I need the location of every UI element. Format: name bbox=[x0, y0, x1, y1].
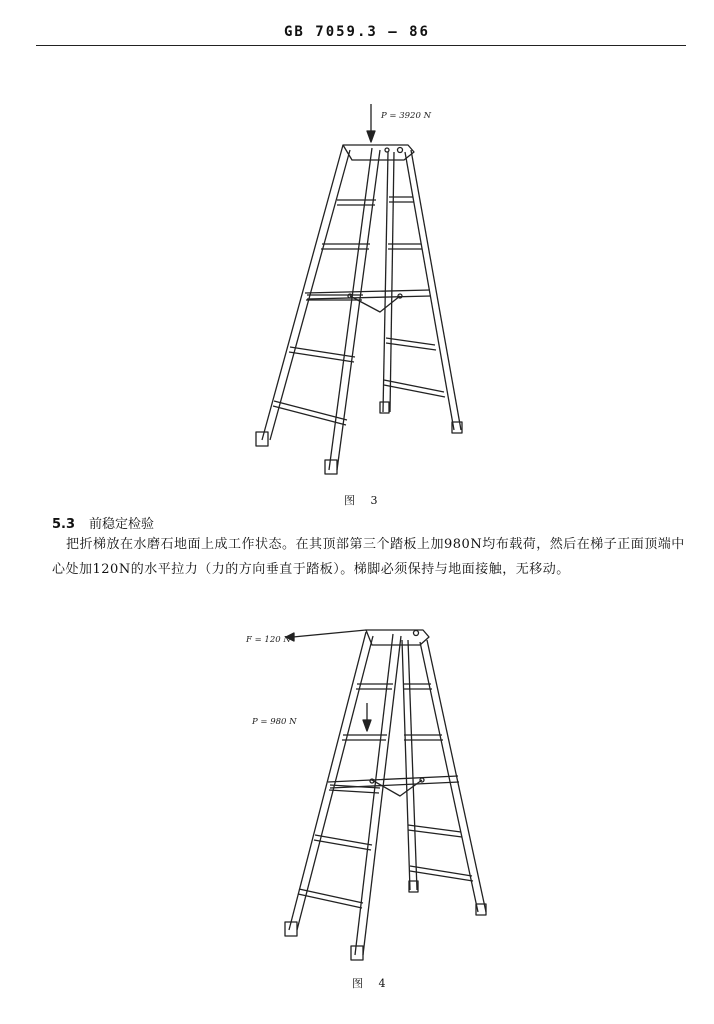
hinge bbox=[385, 148, 389, 152]
pull-force-label: F = 120 N bbox=[246, 635, 291, 645]
back-step bbox=[384, 380, 445, 397]
section-number: 5.3 bbox=[52, 517, 76, 532]
load-arrowhead bbox=[363, 720, 371, 731]
section-heading bbox=[52, 513, 154, 532]
load-label: P = 980 N bbox=[252, 717, 297, 727]
header-divider bbox=[36, 45, 686, 46]
back-step bbox=[386, 338, 436, 350]
hinge bbox=[414, 631, 419, 636]
hinge bbox=[398, 148, 403, 153]
section-body-text: 把折梯放在水磨石地面上成工作状态。在其顶部第三个踏板上加980N均布载荷，然后在梯子正面顶端中心处加120N的水平拉力（力的方向垂直于踏板）。梯脚必须保持与地面接触，无移动。 bbox=[52, 537, 685, 577]
back-rail-left-outer bbox=[383, 152, 388, 412]
foot-cap bbox=[351, 946, 363, 960]
foot-cap bbox=[380, 402, 389, 413]
foot-cap bbox=[325, 460, 337, 474]
figure-4-svg bbox=[240, 615, 500, 965]
section-title: 前稳定检验 bbox=[89, 517, 155, 532]
figure-3-caption: 图 3 bbox=[344, 494, 384, 507]
figure-3-svg bbox=[240, 100, 480, 480]
figure-3-ladder-drawing bbox=[240, 100, 480, 480]
load-label: P = 3920 N bbox=[381, 111, 432, 121]
back-step bbox=[403, 684, 432, 689]
figure-4-caption: 图 4 bbox=[352, 977, 392, 990]
load-arrowhead bbox=[367, 131, 375, 142]
standard-code: GB 7059.3 — 86 bbox=[283, 24, 430, 40]
pull-arrow-line bbox=[293, 630, 366, 637]
back-step bbox=[408, 825, 462, 837]
front-step bbox=[298, 889, 363, 908]
figure-4-ladder-drawing bbox=[240, 615, 500, 965]
back-rail-left-inner bbox=[390, 152, 394, 412]
front-step bbox=[337, 200, 376, 205]
front-step bbox=[314, 835, 372, 850]
front-step bbox=[321, 244, 370, 249]
back-step bbox=[410, 866, 473, 881]
front-rail-left-inner bbox=[297, 636, 373, 930]
front-rail-right-inner bbox=[337, 150, 380, 470]
brace-pin bbox=[370, 779, 374, 783]
back-step bbox=[404, 735, 443, 740]
